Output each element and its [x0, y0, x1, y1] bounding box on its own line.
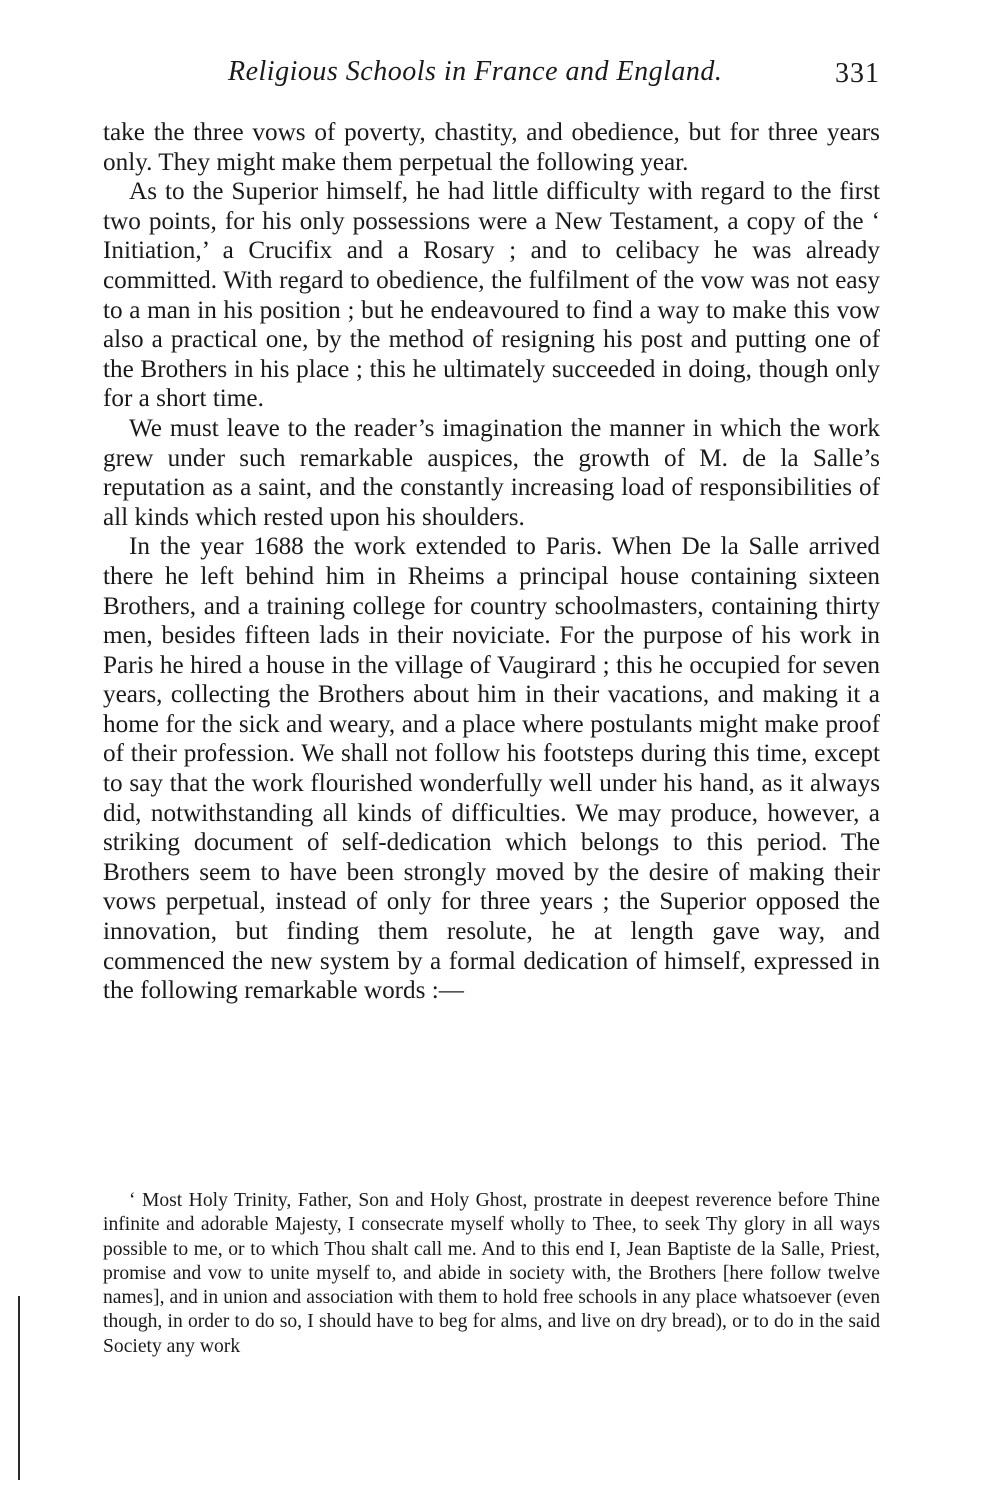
page-edge-mark [18, 1296, 20, 1480]
body-text [103, 118, 880, 1006]
dedication-quote-text: ‘ Most Holy Trinity, Father, Son and Holy Ghost, prostrate in deepest reverence before Thine infinite and adorable Majesty, I consecrate myself wholly to Thee, to seek Thy glory in all ways possible to me, or to which Thou shalt call me. And to this end I, Jean Baptiste de la Salle, Priest, promise and vow to unite myself to, and abide in society with, the Brothers [here follow twelve names], and in union and association with them to hold free schools in any place whatsoever (even though, in order to do so, I should have to beg for alms, and live on dry bread), or to do in the said Society any work [103, 1190, 880, 1357]
running-head-title: Religious Schools in France and England. [228, 56, 723, 87]
paragraph-continued: take the three vows of poverty, chastity, and obedience, but for three years only. They might make them perpetual the following year. [103, 119, 880, 176]
paragraph-superior: As to the Superior himself, he had little difficulty with regard to the first two points, for his only possessions were a New Testament, a copy of the ‘ Initiation,’ a Crucifix and a Rosary ; and to celibacy he was already committed. With regard to obedience, the fulfilment of the vow was not easy to a man in his position ; but he endeavoured to find a way to make this vow also a practical one, by the method of resigning his post and putting one of the Brothers in his place ; this he ultimately succeeded in doing, though only for a short time. [103, 178, 880, 413]
paragraph-reputation: We must leave to the reader’s imagination the manner in which the work grew under such remarkable auspices, the growth of M. de la Salle’s reputation as a saint, and the constantly increasing load of responsibilities of all kinds which rested upon his shoulders. [103, 414, 880, 531]
page-number: 331 [835, 58, 880, 89]
dedication-quote [103, 1189, 880, 1359]
paragraph-paris: In the year 1688 the work extended to Paris. When De la Salle arrived there he left behind him in Rheims a principal house containing sixteen Brothers, and a training college for country schoolmasters, containing thirty men, besides fifteen lads in their noviciate. For the purpose of his work in Paris he hired a house in the village of Vaugirard ; this he occupied for seven years, collecting the Brothers about him in their vacations, and making it a home for the sick and weary, and a place where postulants might make proof of their profession. We shall not follow his footsteps during this time, except to say that the work flourished wonderfully well under his hand, as it always did, notwithstanding all kinds of difficulties. We may produce, however, a striking document of self-dedication which belongs to this period. The Brothers seem to have been strongly moved by the desire of making their vows perpetual, instead of only for three years ; the Superior opposed the innovation, but finding them resolute, he at length gave way, and commenced the new system by a formal dedication of himself, expressed in the following remarkable words :— [103, 533, 880, 1005]
